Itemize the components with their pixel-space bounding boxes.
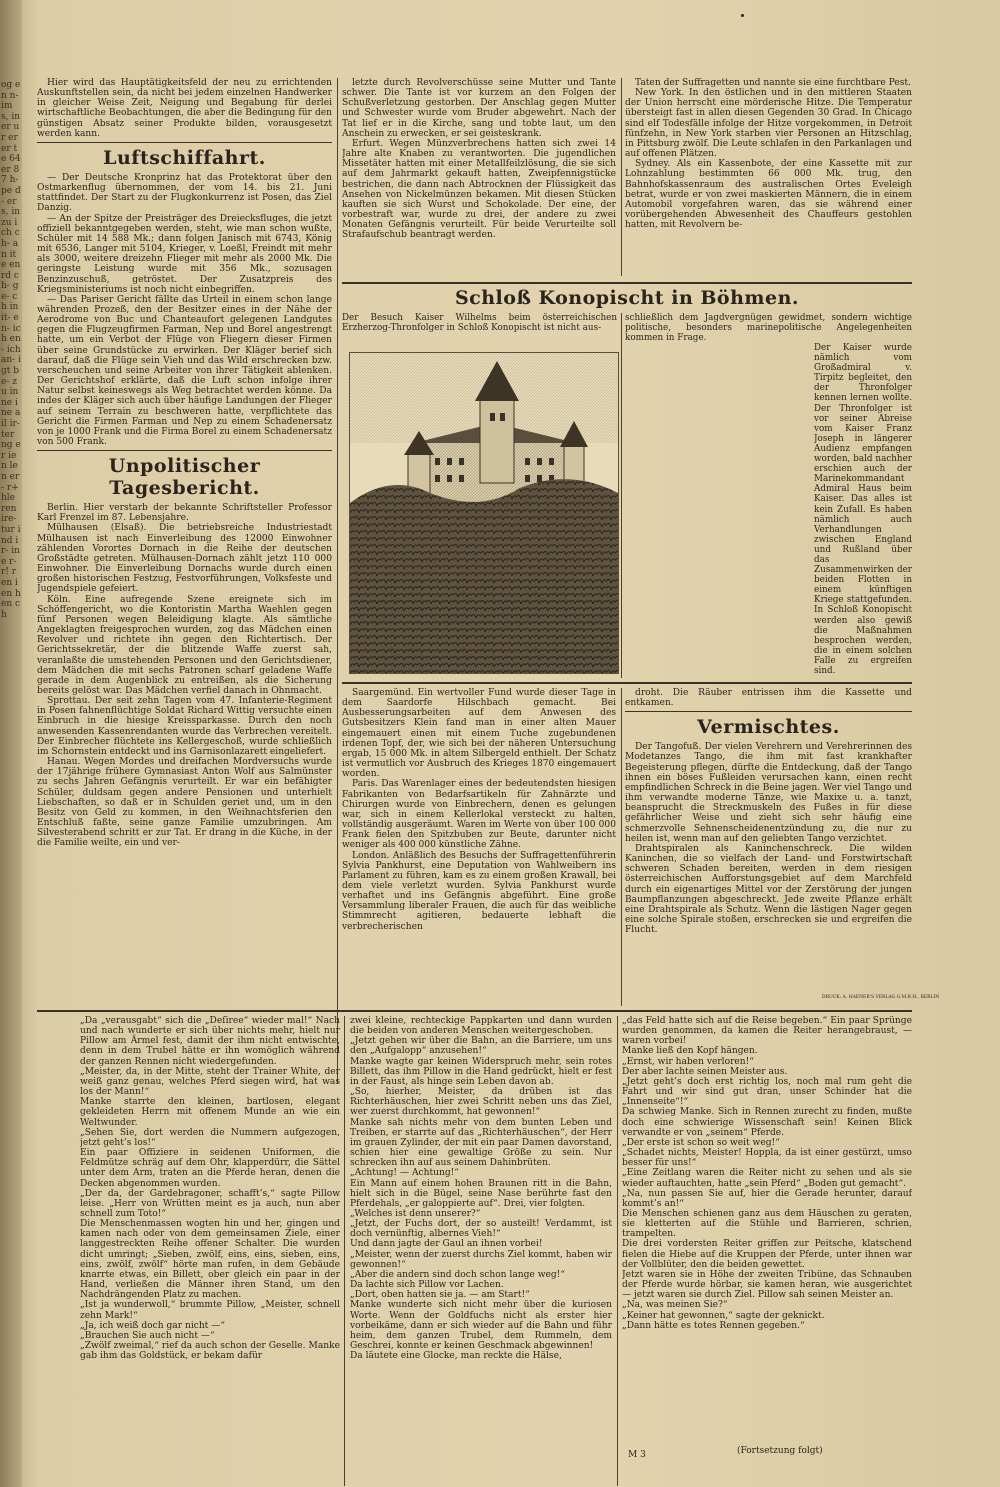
- column-left: [37, 78, 332, 1084]
- heading-schloss: Schloß Konopischt in Böhmen.: [454, 287, 800, 309]
- column-rule: [617, 1016, 618, 1486]
- article-text: — An der Spitze der Preisträger des Dreiecksfluges, die jetzt offiziell bekanntgegeben werden, steht, wie man schon wußte, Schüler mit 14 588 Mk.; dann folgen Janisch mit 6743, König mit 6536, Langer mit 5104, Krieger, v. Loeßl, Freindt mit mehr als 3000, weitere dreizehn Flieger mit mehr als 2000 Mk. Die geringste Leistung wurde mit 356 Mk., sozusagen Benzinzuschuß, getröstet. Der Zusatzpreis des Kriegsministeriums ist noch nicht einbegriffen.: [37, 213, 332, 295]
- article-text: London. Anläßlich des Besuchs der Suffragettenführerin Sylvia Pankhurst, eine Deputation von Wahlweibern ins Parlament zu führen, kam es zu einem großen Krawall, bei dem viele verletzt wurden. Sylvia Pankhurst wurde verhaftet und ins Gefängnis abgeführt. Eine große Versammlung liberaler Frauen, die auch für das weibliche Stimmrecht agitieren, bedauerte lebhaft die verbrecherischen: [342, 850, 616, 932]
- article-text: Hier wird das Hauptätigkeitsfeld der neu zu errichtenden Auskunftstellen sein, da nicht bei jedem einzelnen Handwerker in gleicher Weise Zeit, Neigung und Begabung für derlei wirtschaftliche Beobachtungen, die aber die Bedingung für den günstigen Absatz seiner Produkte bilden, vorausgesetzt werden kann.: [37, 78, 332, 139]
- castle-drawing-svg: [350, 353, 618, 673]
- article-text: New York. In den östlichen und in den mittleren Staaten der Union herrscht eine mörderische Hitze. Die Temperatur übersteigt fast in allen diesen Gegenden 30 Grad. In Chicago sind elf Todesfälle infolge der Hitze vorgekommen, in Detroit fünfzehn, in New York starben vier Personen an Hitzschlag, in Pittsburg zwölf. Die Leute schlafen in den Parkanlagen und auf offenen Plätzen.: [625, 88, 912, 160]
- article-text: Sprottau. Der seit zehn Tagen vom 47. Infanterie-Regiment in Posen fahnenflüchtige Soldat Richard Wittig versuchte einen Einbruch in die hiesige Kreissparkasse. Durch den noch anwesenden Kassenrendanten wurde das Verbrechen vereitelt. Der Einbrecher flüchtete ins Kellergeschoß, wurde schließlich im Schornstein entdeckt und ins Garnisonlazarett eingeliefert.: [37, 696, 332, 757]
- photo-caption-right-top: schließlich dem Jagdvergnügen gewidmet, sondern wichtige politische, besonders marinepolitische Angelegenheiten kommen in Frage.: [625, 313, 912, 343]
- article-text: Berlin. Hier verstarb der bekannte Schriftsteller Professor Karl Frenzel im 87. Lebensjahre.: [37, 503, 332, 524]
- column-rule: [621, 688, 622, 1006]
- story-column-1: „Da „verausgabt“ sich die „Deſiree“ wieder mal!“ Nach und nach wunderte er sich über nichts mehr, hielt nur Pillow am Ärmel fest, damit der ihm nicht entwischte, denn in dem Trubel hätte er ihn womöglich während der ganzen Rennen nicht wiedergefunden. „Meister, da, in der Mitte, steht der Trainer White, der weiß ganz genau, welches Pferd siegen wird, hat was los der Mann!“ Manke starrte den kleinen, bartlosen, elegant gekleideten Herrn mit offenem Munde an wie ein Weltwunder. „Sehen Sie, dort werden die Nummern aufgezogen, jetzt geht’s los!“ Ein paar Offiziere in seidenen Uniformen, die Feldmütze schräg auf dem Ohr, klapperdürr, die Sättel unter dem Arm, traten an die Pferde heran, denen die Decken abgenommen wurden. „Der da, der Gardebragoner, schafft’s,“ sagte Pillow leise. „Herr von Wrütten meint es ja auch, nun aber schnell zum Toto!“ Die Menschenmassen wogten hin und her, gingen und kamen nach oder von dem gemeinsamen Ziele, einer langgestreckten Reihe offener Schalter. Die wurden dicht umringt; „Sieben, zwölf, eins, eins, sieben, eins, eins, zwölf, zwölf“ hörte man rufen, in dem Gebäude knarrte etwas, ein Billett, ober gleich ein paar in der Hand, verließen die Männer ihren Stand, um den Nachdrängenden Platz zu machen. „Ist ja wunderwoll,“ brummte Pillow, „Meister, schnell zehn Mark!“ „Ja, ich weiß doch gar nicht —“ „Brauchen Sie auch nicht —“ „Zwölf zweimal,“ rief da auch schon der Geselle. Manke gab ihm das Goldstück, er bekam dafür: [80, 1016, 340, 1362]
- column-middle: [342, 78, 616, 276]
- column-rule: [621, 313, 622, 678]
- article-text: — Der Deutsche Kronprinz hat das Protektorat über den Ostmarkenflug übernommen, der vom 14. bis 21. Juni stattfindet. Der Start zu der Flugkonkurrenz ist Posen, das Ziel Danzig.: [37, 172, 332, 214]
- photo-caption-left: Der Besuch Kaiser Wilhelms beim österreichischen Erzherzog-Thronfolger in Schloß Konopischt ist nicht aus-: [342, 313, 617, 334]
- story-column-2: zwei kleine, rechteckige Pappkarten und dann wurden die beiden von anderen Menschen weitergeschoben. „Jetzt gehen wir über die Bahn, an die Barriere, um uns den „Aufgalopp“ anzusehen!“ Manke wagte gar keinen Widerspruch mehr, sein rotes Billett, das ihm Pillow in die Hand gedrückt, hielt er fest in der Faust, als hinge sein Leben davon ab. „So, hierher, Meister, da drüben ist das Richterhäuschen, hier zwei Schritt neben uns das Ziel, wer zuerst durchkommt, hat gewonnen!“ Manke sah nichts mehr von dem bunten Leben und Treiben, er starrte auf das „Richterhäuschen“, der Herr im grauen Zylinder, der mit ein paar Damen davorstand, schien hier eine gewaltige Größe zu sein. Nur schrecken ihn auf aus seinem Dahinbrüten. „Achtung! — Achtung!“ Ein Mann auf einem hohen Braunen ritt in die Bahn, hielt sich in die Bügel, seine Nase berührte fast den Pferdehals, „er galoppierte auf“. Drei, vier folgten. „Welches ist denn unserer?“ „Jetzt, der Fuchs dort, der so austeilt! Verdammt, ist doch vernünftig, albernes Vieh!“ Und dann jagte der Gaul an ihnen vorbei! „Meister, wenn der zuerst durchs Ziel kommt, haben wir gewonnen!“ „Aber die andern sind doch schon lange weg!“ Da lachte sich Pillow vor Lachen. „Dort, oben hatten sie ja. — am Start!“ Manke wunderte sich nicht mehr über die kuriosen Worte. Wenn der Goldfuchs nicht als erster hier vorbeikäme, dann er sich wieder auf die Bahn und führ heim, dem ganzen Trubel, dem Rummeln, dem Geschrei, konnte er keinen Geschmack abgewinnen! Da läutete eine Glocke, man reckte die Hälse,: [350, 1016, 612, 1362]
- article-text: letzte durch Revolverschüsse seine Mutter und Tante schwer. Die Tante ist vor kurzem an den Folgen der Schußverletzung gestorben. Der Anschlag gegen Mutter und Schwester wurde vom Bruder abgewehrt. Nach der Tat lief er in die Kirche, sang und tobte laut, um den Anschein zu erwecken, er sei geisteskrank.: [342, 78, 616, 139]
- article-text: Der Tangofuß. Der vielen Verehrern und Verehrerinnen des Modetanzes Tango, die ihm mit fast krankhafter Begeisterung pflegen, dürfte die Entdeckung, daß der Tango ihnen ein böses Fußleiden verursachen kann, einen recht empfindlichen Schreck in die Beine jagen. Wer viel Tango und ihm verwandte moderne Tänze, wie Maxixe u. a. tanzt, beansprucht die Streckmuskeln des Fußes in für diese gefährlicher Weise und zieht sich sehr häufig eine schmerzvolle Sehnenscheidenentzündung zu, die nur zu heilen ist, wenn man auf den geliebten Tango verzichtet.: [625, 742, 912, 844]
- heading-vermischtes: Vermischtes.: [697, 716, 840, 739]
- divider: [625, 711, 912, 712]
- article-text: Köln. Eine aufregende Szene ereignete sich im Schöffengericht, wo die Kontoristin Martha Waehlen gegen fünf Personen wegen Beleidigung klagte. Als sämtliche Angeklagten freigesprochen wurden, zog das Mädchen einen Revolver und richtete ihn gegen den Richtertisch. Der Gerichtssekretär, der die blitzende Waffe zuerst sah, veranlaßte die umstehenden Personen und den Gerichtsdiener, dem Mädchen die mit sechs Patronen scharf geladene Waffe gerade in dem Augenblick zu entreißen, als die Sicherung bereits gelöst war. Das Mädchen verfiel danach in Ohnmacht.: [37, 594, 332, 696]
- castle-illustration: [349, 352, 619, 674]
- page-mark: [741, 14, 744, 17]
- article-text: droht. Die Räuber entrissen ihm die Kassette und entkamen.: [625, 688, 912, 709]
- column-right-lower: [625, 688, 912, 1006]
- article-text: Paris. Das Warenlager eines der bedeutendsten hiesigen Fabrikanten von Bedarfsartikeln für Zahnärzte und Chirurgen wurde von Einbrechern, denen es gelungen war, sich in einem Kellerlokal versteckt zu halten, vollständig ausgeräumt. Waren im Werte von über 100 000 Frank fielen den Spitzbuben zur Beute, darunter nicht weniger als 400 000 künstliche Zähne.: [342, 779, 616, 851]
- column-rule: [621, 78, 622, 276]
- article-text: Taten der Suffragetten und nannte sie eine furchtbare Pest.: [635, 78, 911, 88]
- printer-imprint: DRUCK: A. HAENER'S VERLAG G.M.B.H., BERLIN: [822, 995, 940, 1000]
- article-text: Saargemünd. Ein wertvoller Fund wurde dieser Tage in dem Saardorfe Hilschbach gemacht. Bei Ausbesserungsarbeiten auf dem Anwesen des Gutsbesitzers Klein fand man in einer alten Mauer eingemauert einen mit einem Tuche zugebundenen irdenen Topf, der, wie sich bei der näheren Untersuchung ergab, 15 000 Mk. in altem Silbergeld enthielt. Der Schatz ist vermutlich vor Ausbruch des Krieges 1870 eingemauert worden.: [342, 688, 616, 780]
- column-middle-lower: [342, 688, 616, 1006]
- heading-luftschiffahrt: Luftschiffahrt.: [103, 146, 266, 169]
- column-rule: [344, 1016, 345, 1486]
- divider: [37, 142, 332, 143]
- article-text: Mülhausen (Elsaß). Die betriebsreiche Industriestadt Mülhausen ist nach Einverleibung des 12000 Einwohner zählenden Vorortes Dornach in die Reihe der deutschen Großstädte getreten. Mülhausen-Dornach zählt jetzt 110 000 Einwohner. Die Einverleibung Dornachs wurde durch einen großen historischen Festzug, Festvorführungen, Volksfeste und Jugendspiele gefeiert.: [37, 523, 332, 595]
- article-text: — Das Pariser Gericht fällte das Urteil in einem schon lange währenden Prozeß, den der Besitzer eines in der Nähe der Aerodrome von Buc und Chanteaufort gelegenen Landgutes gegen die Flugzeugfirmen Farman, Nep und Borel angestrengt hatte, um ein Verbot der Flüge von Fliegern dieser Firmen über seine Grundstücke zu erwirken. Der Kläger berief sich darauf, daß die Flüge sein Vieh und das Wild erschrecken bzw. verscheuchen und seine Arbeiter von ihrer Tätigkeit ablenken. Der Gerichtshof erklärte, daß die Luft schon infolge ihrer Natur selbst keineswegs als Weg betrachtet werden könne. Da indes der Kläger sich auch über häufige Landungen der Flieger auf seinem Terrain zu beschweren hatte, verpflichtete das Gericht die Firmen Farman und Nep zu einem Schadenersatz von je 1000 Frank und die Firma Borel zu einem Schadenersatz von 500 Frank.: [37, 294, 332, 447]
- divider: [37, 450, 332, 451]
- article-text: Erfurt. Wegen Münzverbrechens hatten sich zwei 14 Jahre alte Knaben zu verantworten. Die jugendlichen Missetäter hatten mit einer Metallfeilzlösung, die sie sich auf dem Jahrmarkt gekauft hatten, Zweipfennigstücke bestrichen, die dann nach Abtrocknen der Flüssigkeit das Ansehen von Nickelmünzen bekamen. Mit diesen Stücken kauften sie sich Wurst und Schokolade. Der eine, der vorbestraft war, wurde zu drei, der andere zu zwei Monaten Gefängnis verurteilt. Für beide Verurteilte soll Strafaufschub beantragt werden.: [342, 138, 616, 241]
- gutter-cut-text: og en n- im s, in er ur er er te 64 er 87 h- pe d- er s, in zu ich ch- an ite en rd ch- ge- ch in it- en- ich en- ich an- igt be- zu in ne ine ail ir- ter ng er ien len er- r+ hle ren ire- tur ind ir- ine r- r! ren ien hen ch: [1, 80, 21, 620]
- binding-gutter: [0, 0, 22, 1487]
- article-text: Drahtspiralen als Kaninchenschreck. Die wilden Kaninchen, die so vielfach der Land- und Forstwirtschaft schweren Schaden bereiten, werden in dem riesigen österreichischen Aufforstungsgebiet auf dem Marchfeld durch ein eigenartiges Mittel vor der Zerstörung der jungen Baumpflanzungen abgeschreckt. Jede zweite Pflanze erhält eine Drahtspirale als Schutz. Wenn die lästigen Nager gegen eine solche Spirale stoßen, erschrecken sie und ergreifen die Flucht.: [625, 843, 912, 936]
- column-rule: [337, 78, 338, 1084]
- article-text: Sydney. Als ein Kassenbote, der eine Kassette mit zur Lohnzahlung bestimmten 66 000 Mk. trug, den Bahnhofskassenraum des australischen Ortes Eveleigh betrat, wurde er von zwei maskierten Männern, die in einem Automobil vorgefahren waren, das sie während einer vorübergehenden Abwesenheit des Chauffeurs gestohlen hatten, mit Revolvern be-: [625, 159, 912, 231]
- column-right: [625, 78, 912, 276]
- story-column-3: „das Feld hatte sich auf die Reise begeben.“ Ein paar Sprünge wurden genommen, da kamen die Reiter herangebraust, — waren vorbei! Manke ließ den Kopf hängen. „Ernst, wir haben verloren!“ Der aber lachte seinen Meister aus. „Jetzt geht’s doch erst richtig los, noch mal rum geht die Fahrt und wir sind gut dran, unser Schinder hat die „Innenseite“!“ Da schwieg Manke. Sich in Rennen zurecht zu finden, mußte doch eine schwierige Wissenschaft sein! Keinen Blick verwandte er von „seinem“ Pferde. „Der erste ist schon so weit weg!“ „Schadet nichts, Meister! Hoppla, da ist einer gestürzt, umso besser für uns!“ „Eine Zeitlang waren die Reiter nicht zu sehen und als sie wieder auftauchten, hatte „sein Pferd“ „Boden gut gemacht“. „Na, nun passen Sie auf, hier die Gerade herunter, darauf kommt’s an!“ Die Menschen schienen ganz aus dem Häuschen zu geraten, sie kletterten auf die Stühle und Barrieren, schrien, trampelten. Die drei vordersten Reiter griffen zur Peitsche, klatschend fielen die Hiebe auf die Kruppen der Pferde, unter ihnen war der Vollblüter, den die beiden gewettet. Jetzt waren sie in Höhe der zweiten Tribüne, das Schnauben der Pferde wurde hörbar, sie kamen heran, wie ausgerichtet — jetzt waren sie durch Ziel. Pillow sah seinen Meister an. „Na, was meinen Sie?“ „Keiner hat gewonnen,“ sagte der geknickt. „Dann hätte es totes Rennen gegeben.“: [622, 1016, 912, 1331]
- continuation-note: (Fortsetzung folgt): [737, 1446, 823, 1456]
- heading-tagesbericht: Unpolitischer Tagesbericht.: [108, 455, 261, 500]
- divider: [342, 682, 912, 684]
- photo-caption-right: Der Kaiser wurde nämlich vom Großadmiral v. Tirpitz begleitet, den der Thronfolger kennen lernen wollte. Der Thronfolger ist vor seiner Abreise vom Kaiser Franz Joseph in längerer Audienz empfangen worden, bald nachher erschien auch der Marinekommandant Admiral Haus beim Kaiser. Das alles ist kein Zufall. Es haben nämlich auch Verhandlungen zwischen England und Rußland über das Zusammenwirken der beiden Flotten in einem künftigen Kriege stattgefunden. In Schloß Konopischt werden also gewiß die Maßnahmen besprochen werden, die in einem solchen Falle zu ergreifen sind.: [814, 343, 912, 676]
- article-text: Hanau. Wegen Mordes und dreifachen Mordversuchs wurde der 17jährige frühere Gymnasiast Anton Wolf aus Salmünster zu sechs Jahren Gefängnis verurteilt. Er war ein befähigter Schüler, duldsam gegen andere Pensionen und unterhielt Liebschaften, so daß er in Schulden geriet und, um in den Besitz von Geld zu kommen, in den Weihnachtsferien den Entschluß faßte, seine ganze Familie umzubringen. Am Silvesterabend schritt er zur Tat. Er drang in die Küche, in der die Familie weilte, ein und ver-: [37, 757, 332, 849]
- issue-mark: M 3: [628, 1450, 646, 1460]
- divider: [37, 1010, 912, 1012]
- divider: [342, 282, 912, 284]
